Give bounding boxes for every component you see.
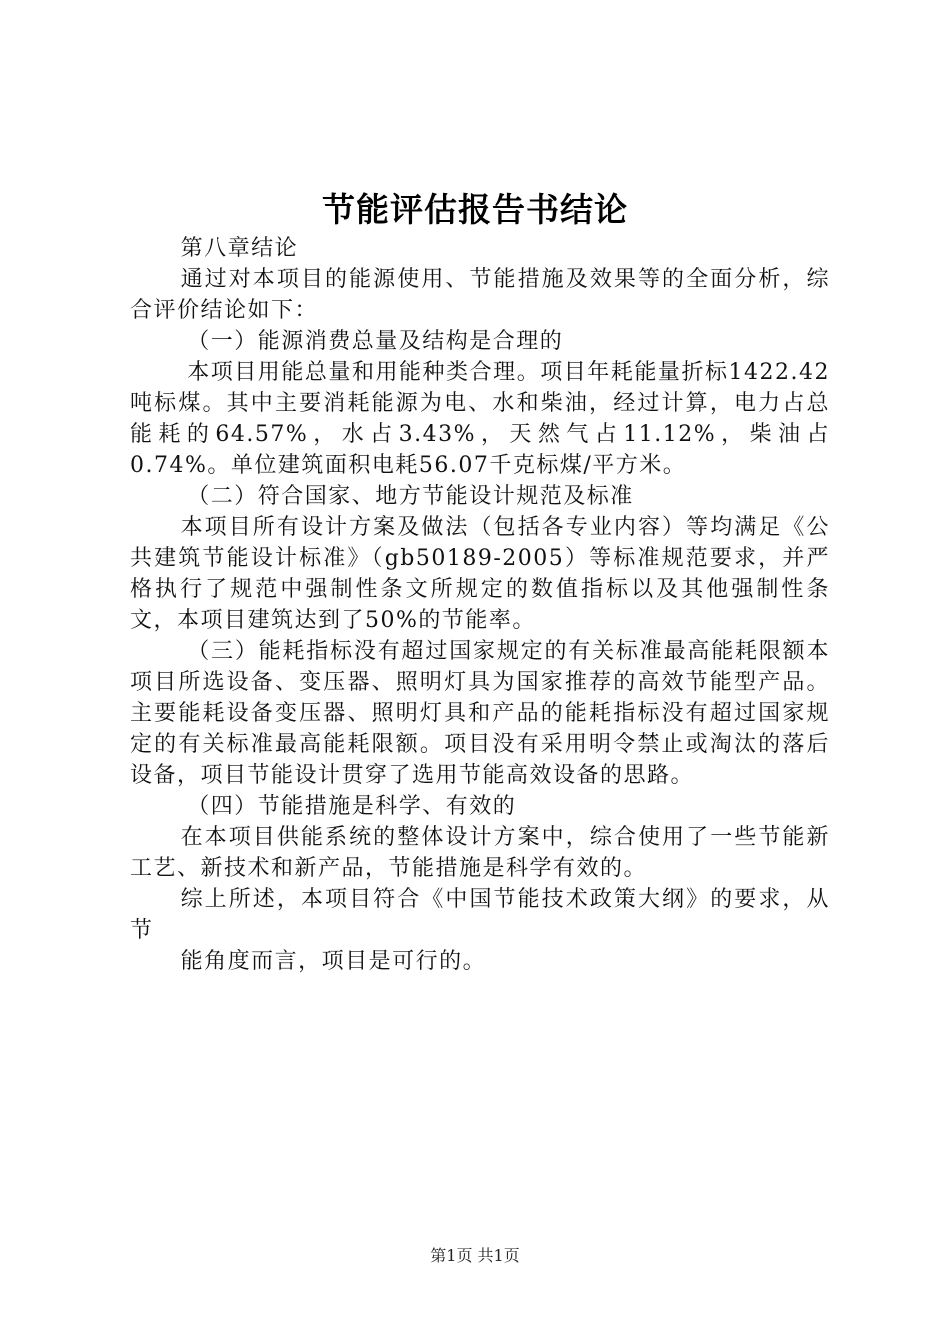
document-title: 节能评估报告书结论 xyxy=(322,190,628,229)
section-heading-2: （二）符合国家、地方节能设计规范及标准 xyxy=(187,484,634,509)
section-heading-1: （一）能源消费总量及结构是合理的 xyxy=(187,329,564,354)
chapter-heading: 第八章结论 xyxy=(180,236,299,261)
paragraph-summary: 综上所述，本项目符合《中国节能技术政策大纲》的要求，从节 xyxy=(130,887,830,943)
paragraph-conclusion: 能角度而言，项目是可行的。 xyxy=(180,949,487,974)
paragraph-intro: 通过对本项目的能源使用、节能措施及效果等的全面分析，综合评价结论如下： xyxy=(130,267,830,323)
paragraph-energy-limits: （三）能耗指标没有超过国家规定的有关标准最高能耗限额本项目所选设备、变压器、照明灯具为国家推荐的高效节能型产品。主要能耗设备变压器、照明灯具和产品的能耗指标没有超过国家规定的有关标准最高能耗限额。项目没有采用明令禁止或淘汰的落后设备，项目节能设计贯穿了选用节能高效设备的思路。 xyxy=(130,639,830,788)
page-footer: 第1页 共1页 xyxy=(430,1246,520,1265)
paragraph-energy-consumption: 本项目用能总量和用能种类合理。项目年耗能量折标1422.42吨标煤。其中主要消耗能源为电、水和柴油，经过计算，电力占总能耗的64.57%，水占3.43%，天然气占11.12%，柴油占0.74%。单位建筑面积电耗56.07千克标煤/平方米。 xyxy=(130,360,830,478)
paragraph-design-standards: 本项目所有设计方案及做法（包括各专业内容）等均满足《公共建筑节能设计标准》（gb50189-2005）等标准规范要求，并严格执行了规范中强制性条文所规定的数值指标以及其他强制性条文，本项目建筑达到了50%的节能率。 xyxy=(130,515,830,633)
paragraph-measures: 在本项目供能系统的整体设计方案中，综合使用了一些节能新工艺、新技术和新产品，节能措施是科学有效的。 xyxy=(130,825,830,881)
section-heading-4: （四）节能措施是科学、有效的 xyxy=(187,794,517,819)
document-body xyxy=(130,233,830,977)
